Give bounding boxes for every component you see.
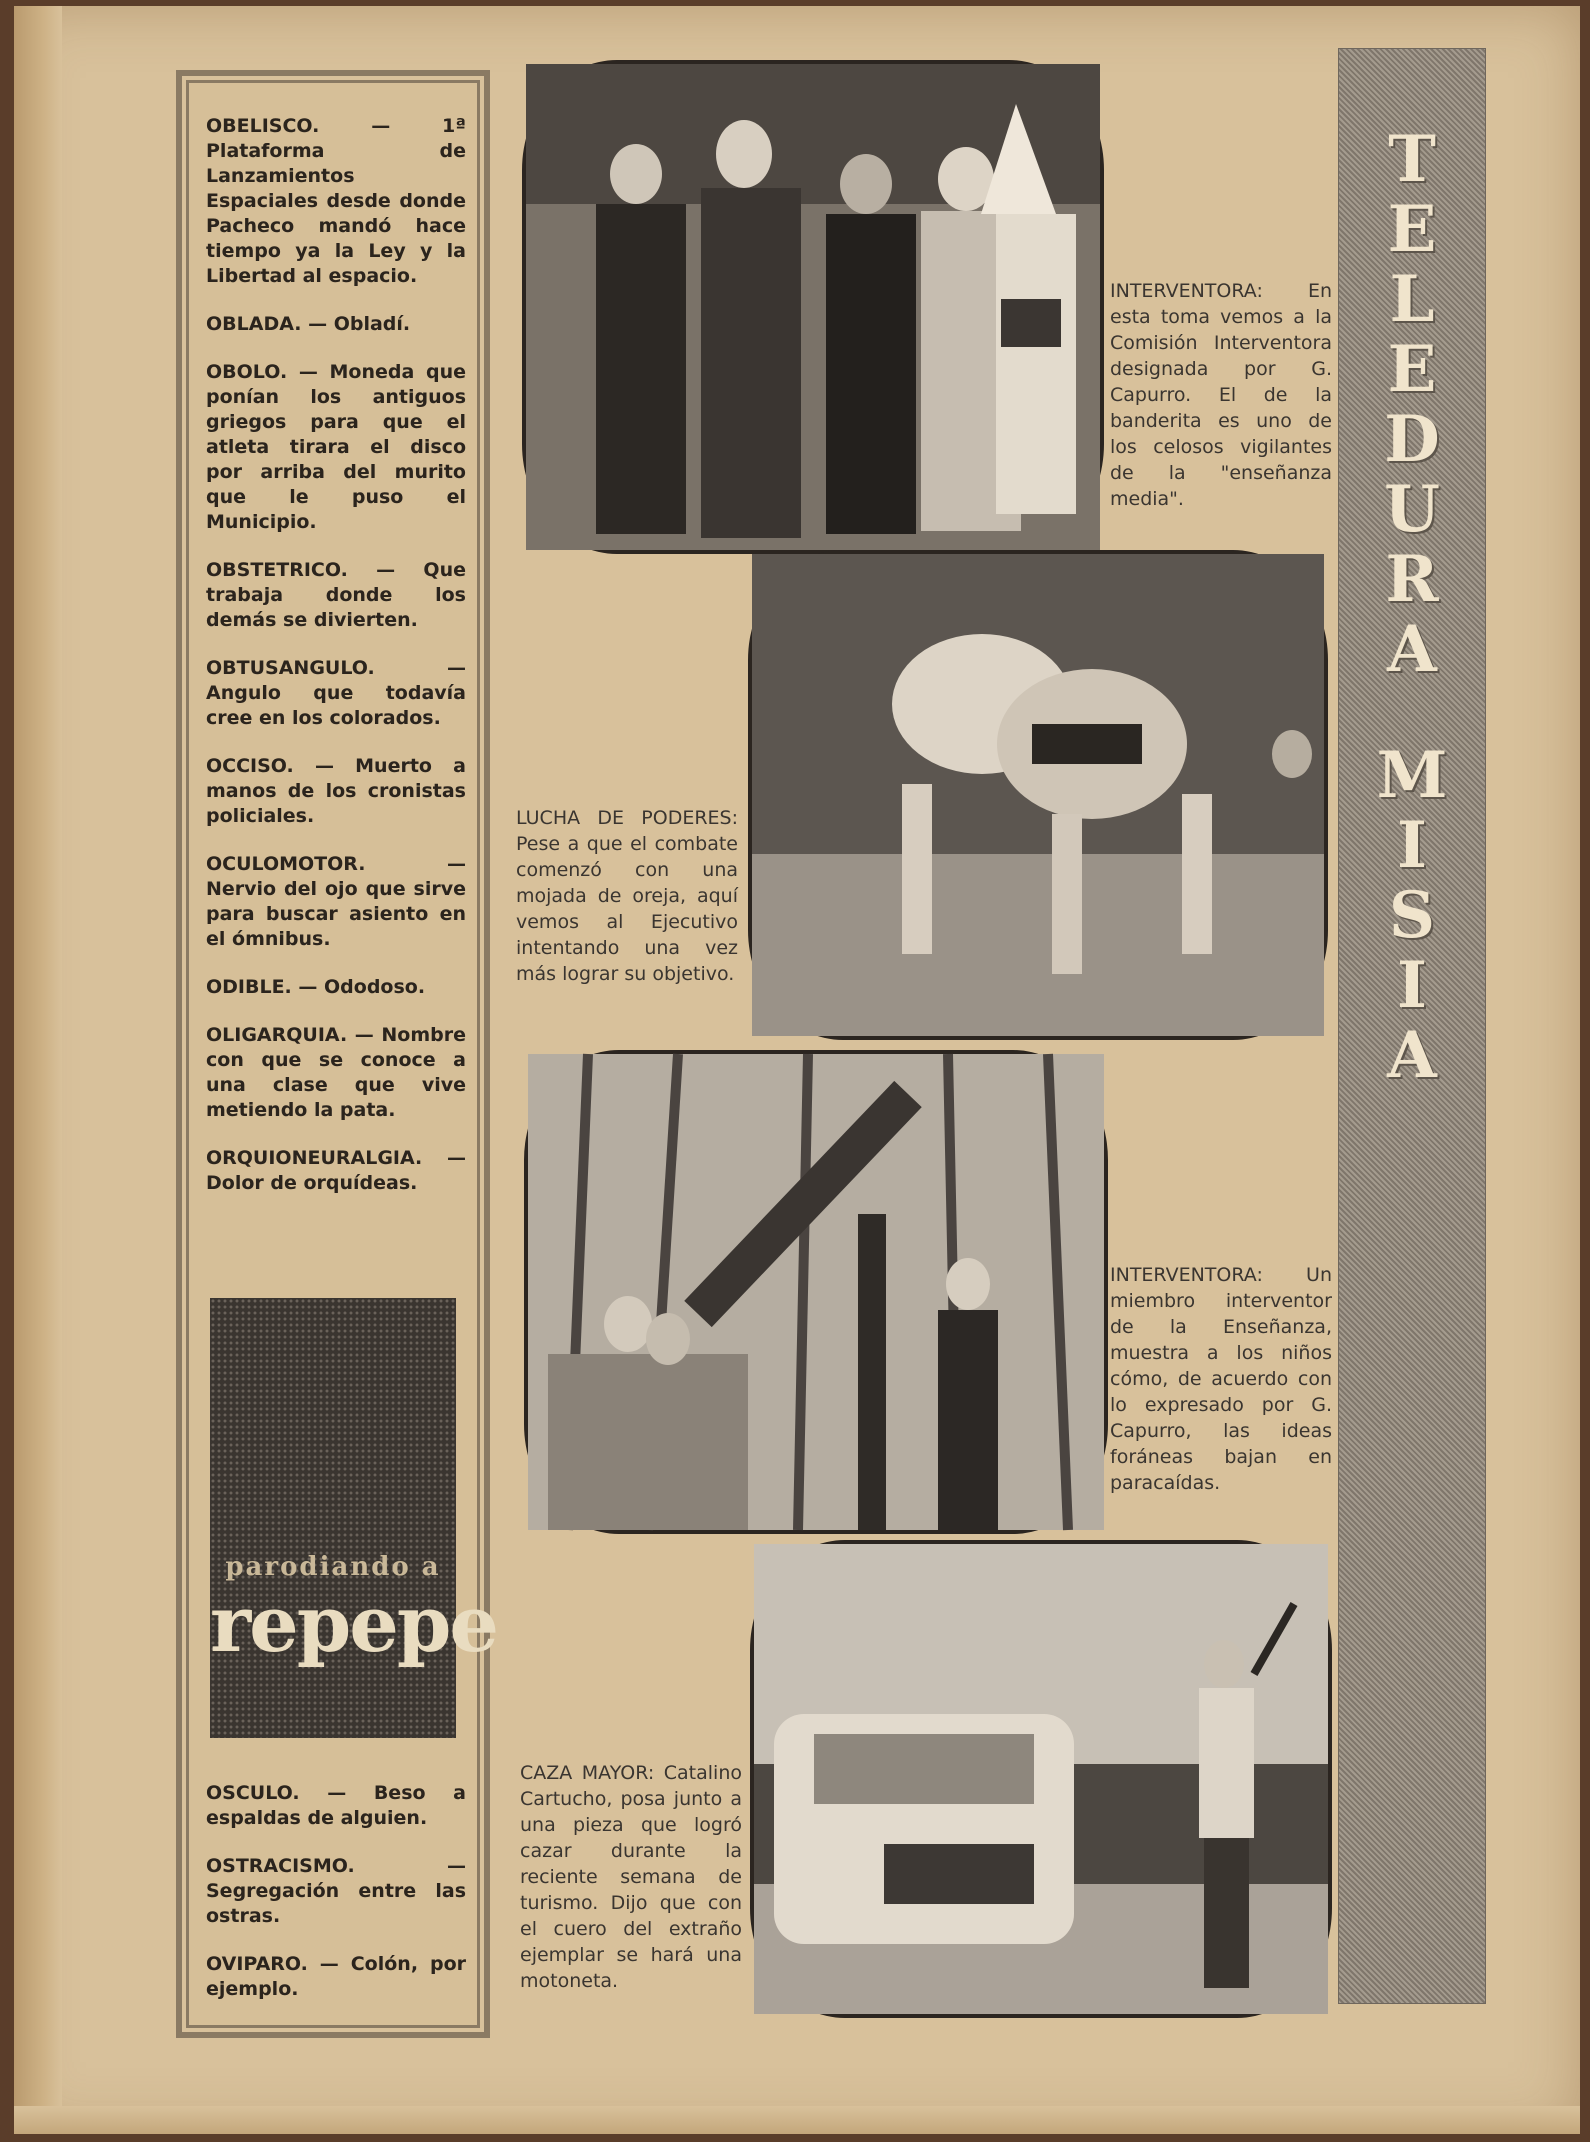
banner-letter: E bbox=[1387, 192, 1437, 267]
glossary-entry: OBSTETRICO. — Que trabaja donde los demás se divierten. bbox=[206, 559, 466, 631]
banner-letter: U bbox=[1384, 472, 1440, 547]
glossary-entry: OVIPARO. — Colón, por ejemplo. bbox=[206, 1953, 466, 2000]
banner-letter: M bbox=[1376, 738, 1448, 813]
banner-letter: S bbox=[1388, 878, 1436, 953]
glossary-entry: OSTRACISMO. — Segregación entre las ostras. bbox=[206, 1855, 466, 1927]
photo-sumo-wrestlers bbox=[748, 550, 1328, 1040]
banner-letter: T bbox=[1388, 122, 1436, 197]
caption-interventora-2: INTERVENTORA: Un miembro interventor de la Enseñanza, muestra a los niños cómo, de acuerdo con lo expresado por G. Capurro, las ideas foráneas bajan en paracaídas. bbox=[1110, 1264, 1332, 1494]
glossary-entry: OBLADA. — Obladí. bbox=[206, 313, 411, 335]
caption-caza-mayor: CAZA MAYOR: Catalino Cartucho, posa junto a una pieza que logró cazar durante la reciente semana de turismo. Dijo que con el cuero del extraño ejemplar se hará una motoneta. bbox=[520, 1762, 742, 1992]
banner-letter: A bbox=[1387, 1018, 1437, 1093]
glossary-entry: OSCULO. — Beso a espaldas de alguien. bbox=[206, 1782, 466, 1829]
banner-word-teledura bbox=[1339, 122, 1485, 687]
banner-letter: I bbox=[1397, 808, 1427, 883]
banner-word-misia bbox=[1339, 738, 1485, 1093]
caption-interventora-1: INTERVENTORA: En esta toma vemos a la Comisión Interventora designada por G. Capurro. El de la banderita es uno de los celosos vigilantes de la "enseñanza media". bbox=[1110, 280, 1332, 510]
repepe-advertisement bbox=[210, 1298, 498, 1738]
caption-lucha-de-poderes: LUCHA DE PODERES: Pese a que el combate comenzó con una mojada de oreja, aquí vemos al Ejecutivo intentando una vez más lograr su objetivo. bbox=[516, 807, 738, 985]
banner-letter: I bbox=[1397, 948, 1427, 1023]
banner-letter: L bbox=[1389, 262, 1435, 337]
glossary-entry: OBTUSANGULO. — Angulo que todavía cree en los colorados. bbox=[206, 657, 466, 729]
group-photo-image bbox=[526, 64, 1100, 550]
glossary-entry: OBELISCO. — 1ª Plataforma de Lanzamientos Espaciales desde donde Pacheco mandó hace tiempo ya la Ley y la Libertad al espacio. bbox=[206, 115, 466, 287]
glossary-list-bottom bbox=[206, 1781, 466, 2025]
banner-letter: E bbox=[1387, 332, 1437, 407]
sumo-photo-image bbox=[752, 554, 1324, 1036]
banner-letter: A bbox=[1387, 612, 1437, 687]
ad-subtitle: parodiando a bbox=[225, 1552, 441, 1582]
vertical-title-banner bbox=[1338, 48, 1486, 2004]
page-bottom-edge bbox=[14, 2106, 1580, 2134]
glossary-list-top bbox=[206, 114, 466, 1219]
glossary-entry: OLIGARQUIA. — Nombre con que se conoce a una clase que vive metiendo la pata. bbox=[206, 1024, 466, 1121]
banner-letter: R bbox=[1385, 542, 1439, 617]
photo-commission-group bbox=[522, 60, 1104, 554]
banner-letter: D bbox=[1384, 402, 1440, 477]
glossary-entry: OBOLO. — Moneda que ponían los antiguos griegos para que el atleta tirara el disco por arriba del murito que le puso el Municipio. bbox=[206, 361, 466, 533]
banner-title bbox=[1339, 122, 1485, 1093]
glossary-entry: OCCISO. — Muerto a manos de los cronistas policiales. bbox=[206, 755, 466, 827]
glossary-box bbox=[176, 70, 498, 2038]
ad-title: repepe bbox=[210, 1579, 498, 1670]
photo-observatory bbox=[524, 1050, 1108, 1534]
car-hunter-photo-image bbox=[754, 1544, 1328, 2014]
photo-car-hunter bbox=[750, 1540, 1332, 2018]
glossary-entry: ORQUIONEURALGIA. — Dolor de orquídeas. bbox=[206, 1147, 466, 1194]
glossary-entry: OCULOMOTOR. — Nervio del ojo que sirve para buscar asiento en el ómnibus. bbox=[206, 853, 466, 950]
glossary-entry: ODIBLE. — Ododoso. bbox=[206, 976, 426, 998]
page-binding-edge bbox=[14, 6, 62, 2134]
observatory-photo-image bbox=[528, 1054, 1104, 1530]
